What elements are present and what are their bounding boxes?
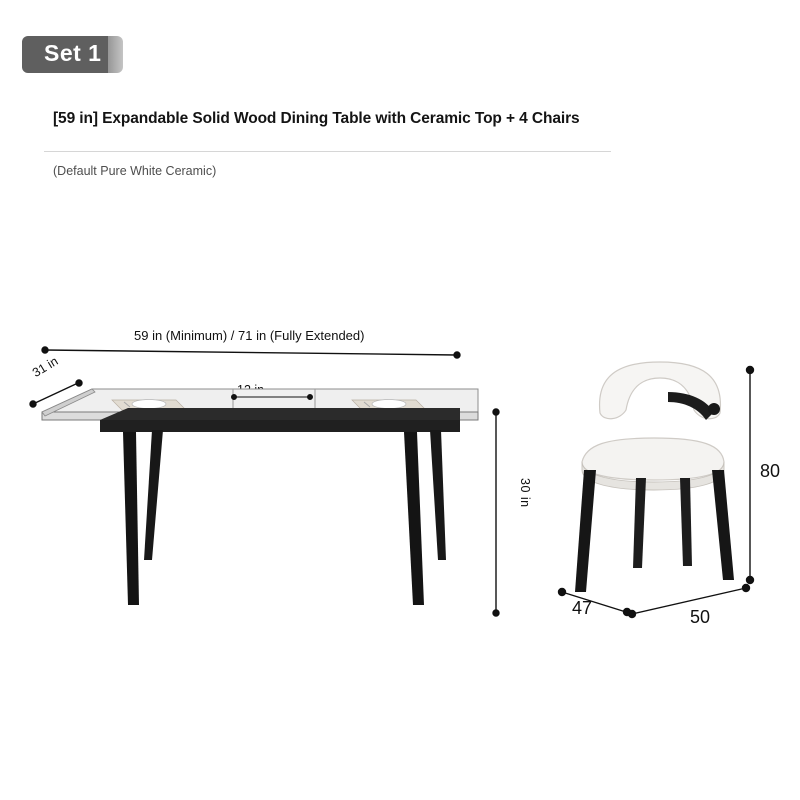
- dimension-dot-width-left: [42, 347, 48, 353]
- chair-seat: [582, 438, 724, 480]
- dining-chair: [575, 362, 734, 592]
- dimension-dot-depth-high: [76, 380, 82, 386]
- dimension-label-table-height: 30 in: [518, 478, 532, 508]
- chair-leg-front-right: [712, 470, 734, 580]
- dimension-dot-depth-low: [30, 401, 36, 407]
- dimension-dot-chair-height-top: [747, 367, 754, 374]
- dimension-dot-chair-height-bottom: [747, 577, 754, 584]
- dimension-dot-ext-right: [308, 395, 313, 400]
- table-leg-back-left: [144, 430, 163, 560]
- dimension-line-chair-width: [632, 588, 746, 614]
- plate-left: [132, 400, 166, 409]
- dimension-line-table-width: [45, 350, 456, 355]
- table-leg-front-right: [404, 432, 424, 605]
- dimension-label-chair-height: 80: [760, 461, 781, 481]
- dimension-label-table-depth: 31 in: [30, 354, 61, 381]
- table-dimension-lines: [30, 347, 499, 616]
- plate-right: [372, 400, 406, 409]
- table-leg-front-left: [123, 432, 139, 605]
- page-title: [59 in] Expandable Solid Wood Dining Table with Ceramic Top + 4 Chairs: [53, 110, 580, 127]
- dimension-label-chair-width: 50: [690, 607, 711, 627]
- chair-leg-back-right: [680, 478, 692, 566]
- dimension-label-chair-depth: 47: [572, 598, 593, 618]
- table-apron-top: [100, 408, 460, 420]
- dimension-dot-chair-width-left: [629, 611, 636, 618]
- dimension-dot-height-top: [493, 409, 499, 415]
- chair-leg-back-left: [633, 478, 646, 568]
- dimension-dot-ext-left: [232, 395, 237, 400]
- set-badge: Set 1: [22, 36, 123, 73]
- chair-leg-front-left: [575, 470, 596, 592]
- table-leg-back-right: [430, 430, 446, 560]
- dimension-line-chair-depth: [562, 592, 626, 612]
- dining-table: [42, 389, 478, 605]
- dimension-dot-chair-depth-top: [559, 589, 566, 596]
- chair-back-joint: [708, 403, 720, 415]
- dimension-dot-chair-width-right: [743, 585, 750, 592]
- dimension-dot-height-bottom: [493, 610, 499, 616]
- page-subtitle: (Default Pure White Ceramic): [53, 164, 217, 178]
- dimension-dot-width-right: [454, 352, 460, 358]
- dimension-label-table-width: 59 in (Minimum) / 71 in (Fully Extended): [134, 328, 365, 343]
